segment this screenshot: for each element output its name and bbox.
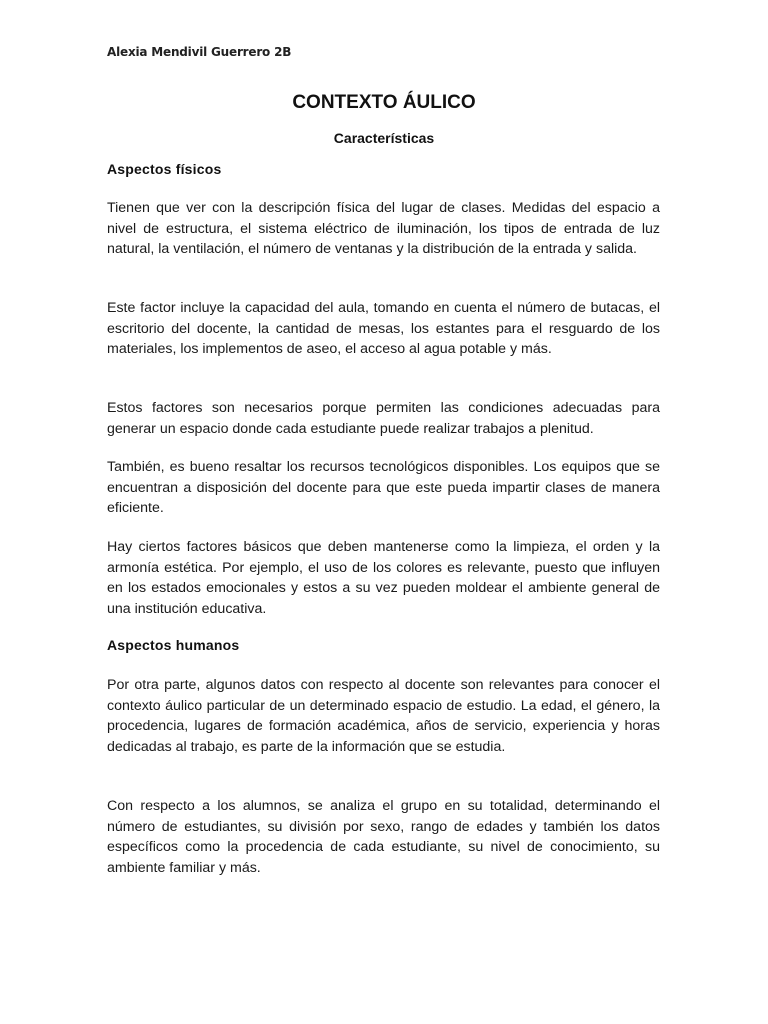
paragraph: Tienen que ver con la descripción física del lugar de clases. Medidas del espacio a nivel de estructura, el sistema eléctrico de iluminación, los tipos de entrada de luz natural, la ventilación, el número de ventanas y la distribución de la entrada y salida. <box>107 200 660 257</box>
paragraph: Con respecto a los alumnos, se analiza el grupo en su totalidad, determinando el número de estudiantes, su división por sexo, rango de edades y también los datos específicos como la procedencia de cada estudiante, su nivel de conocimiento, su ambiente familiar y más. <box>107 798 660 876</box>
paragraph: Este factor incluye la capacidad del aula, tomando en cuenta el número de butacas, el escritorio del docente, la cantidad de mesas, los estantes para el resguardo de los materiales, los implementos de aseo, el acceso al agua potable y más. <box>107 300 660 357</box>
section-heading-physical: Aspectos físicos <box>107 161 222 177</box>
author-line: Alexia Mendivil Guerrero 2B <box>107 45 292 59</box>
paragraph: También, es bueno resaltar los recursos tecnológicos disponibles. Los equipos que se encuentran a disposición del docente para que este pueda impartir clases de manera eficiente. <box>107 459 660 516</box>
document-subtitle: Características <box>333 130 435 146</box>
section-heading-human: Aspectos humanos <box>107 637 240 653</box>
paragraph: Por otra parte, algunos datos con respecto al docente son relevantes para conocer el contexto áulico particular de un determinado espacio de estudio. La edad, el género, la procedencia, lugares de formación académica, años de servicio, experiencia y horas dedicadas al trabajo, es parte de la información que se estudia. <box>107 677 660 755</box>
paragraph: Estos factores son necesarios porque permiten las condiciones adecuadas para generar un espacio donde cada estudiante puede realizar trabajos a plenitud. <box>107 400 660 437</box>
paragraph: Hay ciertos factores básicos que deben mantenerse como la limpieza, el orden y la armonía estética. Por ejemplo, el uso de los colores es relevante, puesto que influyen en los estados emocionales y estos a su vez pueden moldear el ambiente general de una institución educativa. <box>107 539 660 617</box>
document-title: CONTEXTO ÁULICO <box>292 92 476 113</box>
